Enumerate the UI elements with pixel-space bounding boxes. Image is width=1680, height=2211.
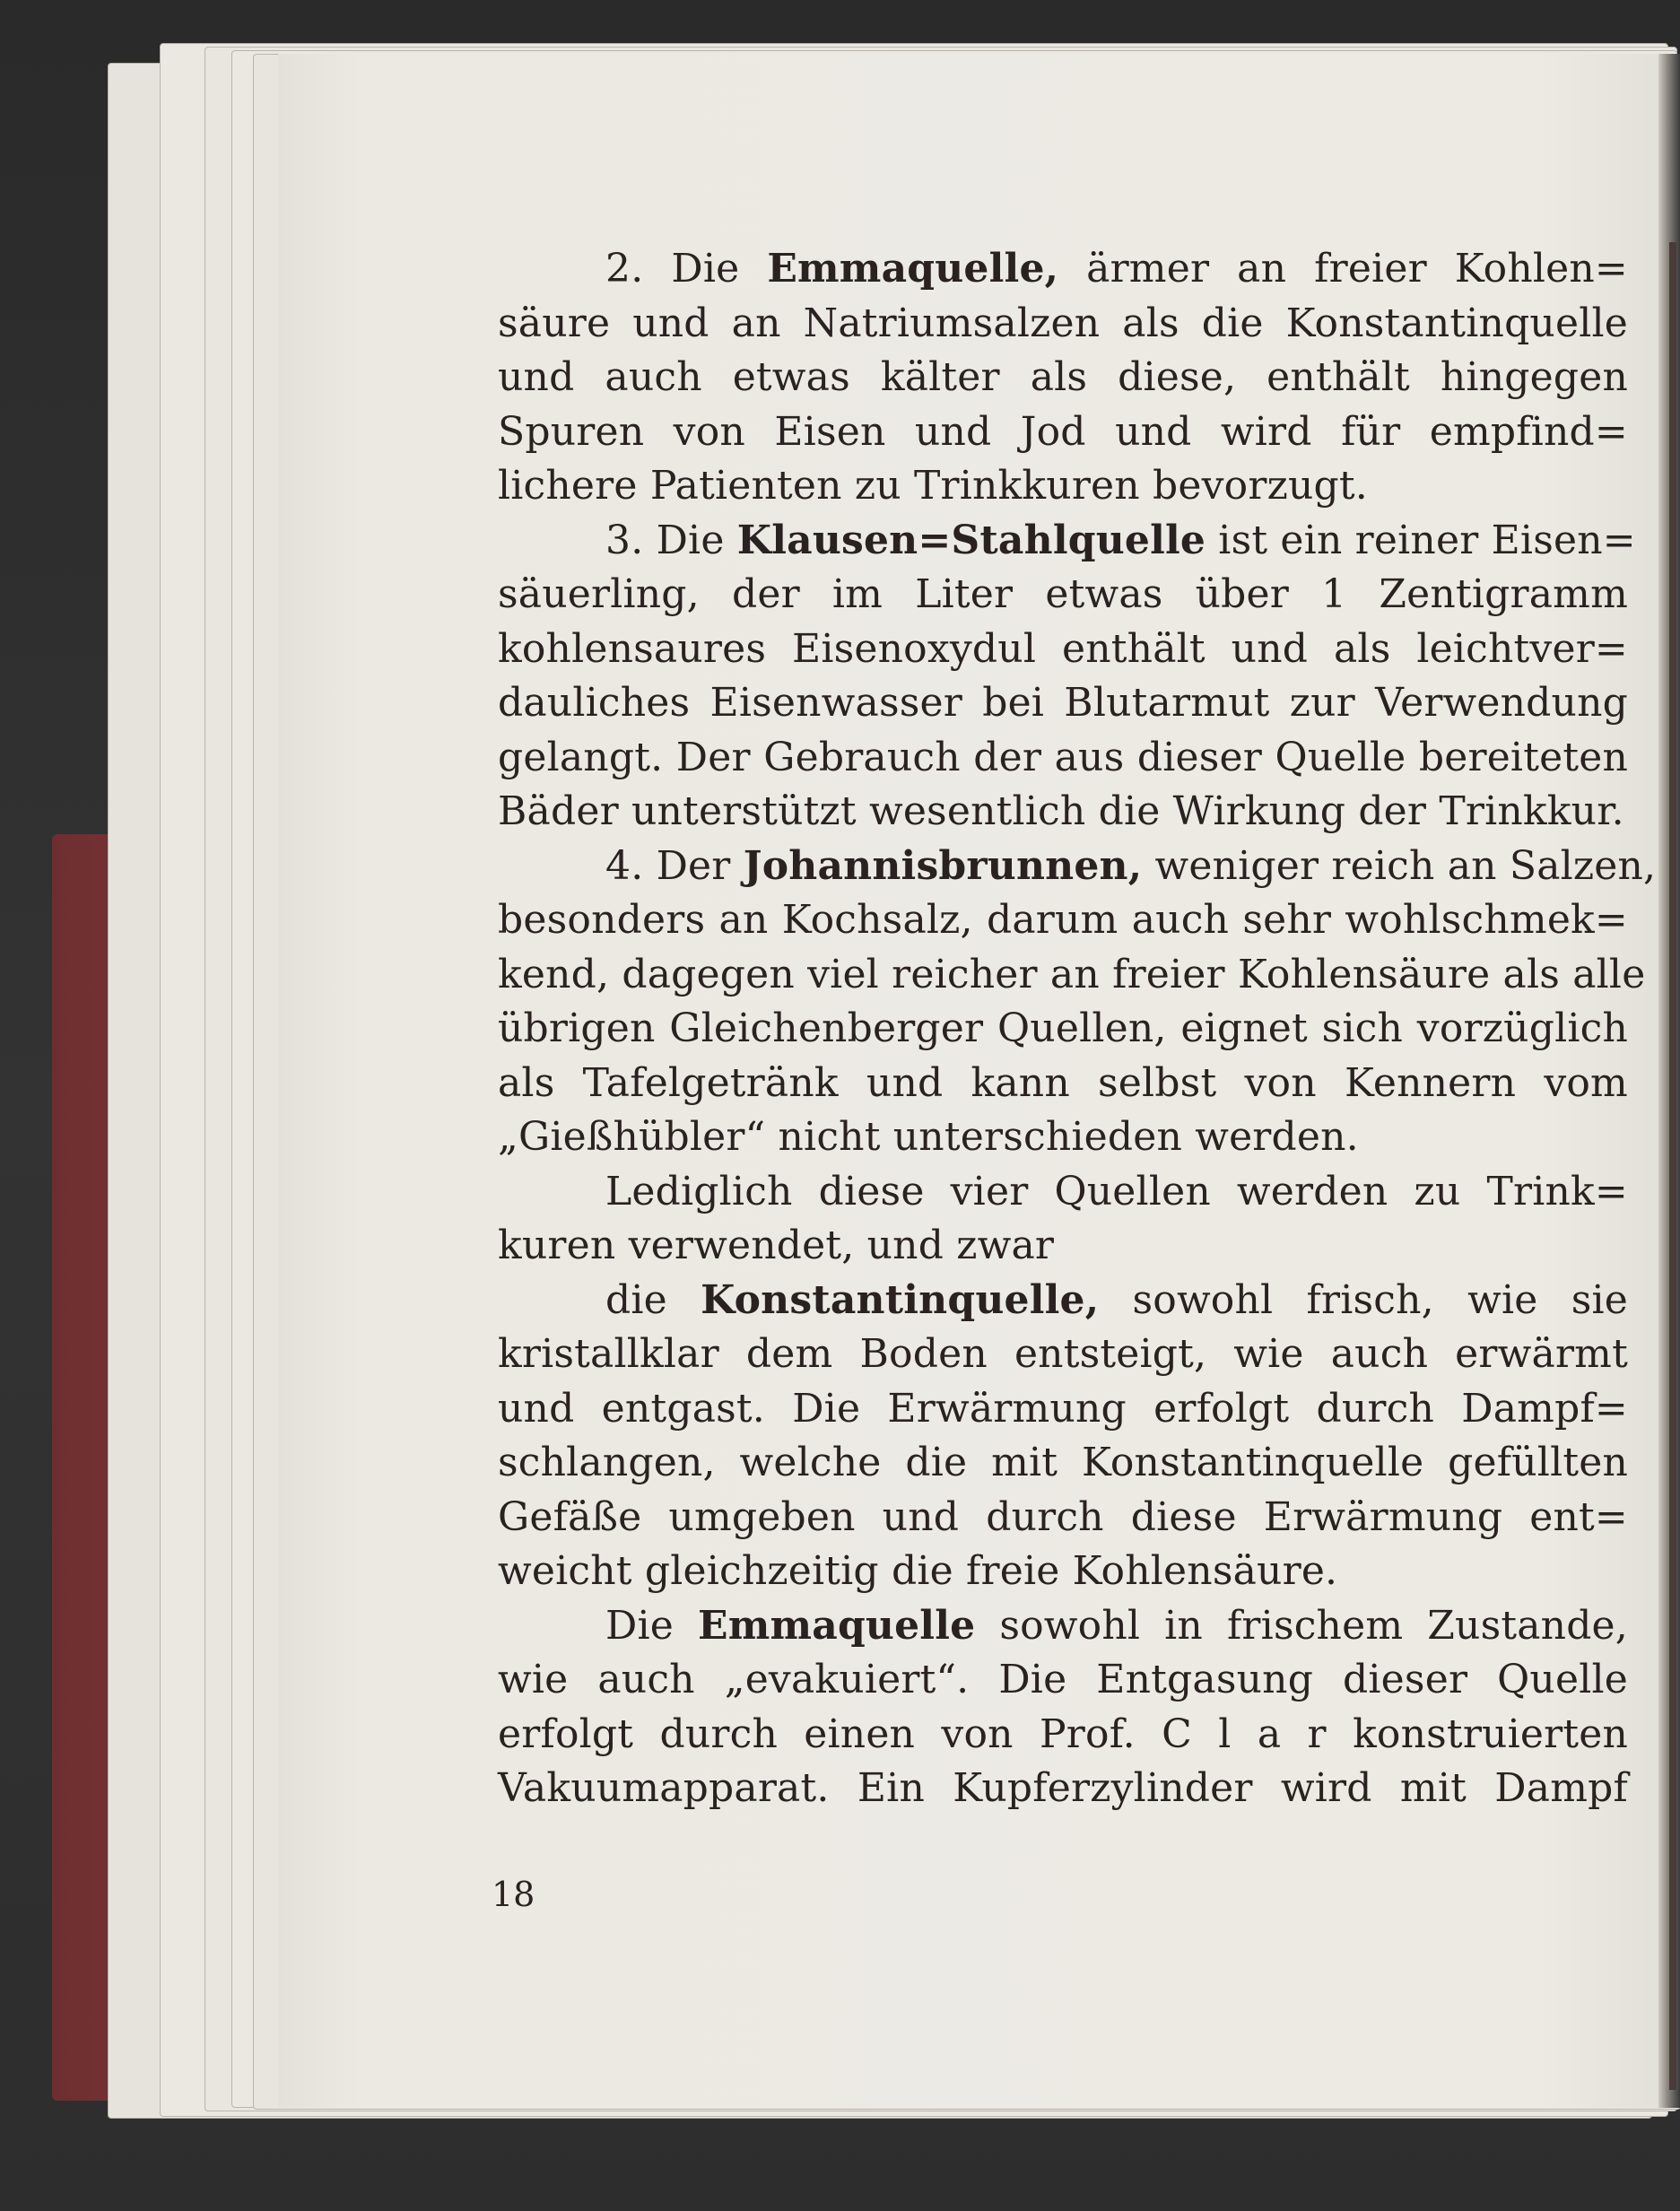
text-segment: wie auch „evakuiert“. Die Entgasung dieser Quelle: [498, 1657, 1628, 1702]
text-segment: gelangt. Der Gebrauch der aus dieser Quelle bereiteten: [498, 734, 1628, 780]
text-segment: Bäder unterstützt wesentlich die Wirkung der Trinkkur.: [498, 788, 1624, 834]
text-line: [498, 1057, 1628, 1111]
text-line: [498, 676, 1628, 731]
text-line: [498, 1491, 1628, 1545]
text-segment: erfolgt durch einen von Prof. C l a r konstruierten: [498, 1710, 1628, 1757]
text-line: [498, 405, 1628, 460]
text-line: [498, 785, 1628, 840]
text-segment: als Tafelgetränk und kann selbst von Kennern vom: [498, 1059, 1628, 1106]
text-segment: 4. Der: [605, 842, 744, 889]
text-segment: Lediglich diese vier Quellen werden zu Trink=: [605, 1168, 1628, 1214]
bold-spring-name: Konstantinquelle,: [701, 1276, 1100, 1323]
text-segment: kristallklar dem Boden entsteigt, wie auch erwärmt: [498, 1331, 1628, 1377]
text-segment: die: [605, 1276, 701, 1323]
page-number: 18: [492, 1875, 535, 1914]
text-line: [498, 459, 1628, 514]
text-segment: weicht gleichzeitig die freie Kohlensäure.: [498, 1548, 1338, 1594]
text-segment: „Gießhübler“ nicht unterschieden werden.: [498, 1114, 1359, 1160]
text-segment: besonders an Kochsalz, darum auch sehr wohlschmek=: [498, 897, 1628, 943]
text-line: [498, 840, 1657, 894]
bold-spring-name: Emmaquelle: [697, 1602, 976, 1649]
text-line: [498, 1599, 1628, 1654]
text-segment: sowohl in frischem Zustande,: [975, 1602, 1628, 1649]
text-line: [498, 731, 1628, 786]
text-segment: 3. Die: [605, 517, 737, 563]
text-line: [498, 1436, 1628, 1491]
text-segment: Gefäße umgeben und durch diese Erwärmung ent=: [498, 1493, 1628, 1540]
text-line: [498, 1327, 1628, 1382]
bold-spring-name: Emmaquelle,: [767, 246, 1059, 292]
text-segment: sowohl frisch, wie sie: [1099, 1276, 1628, 1323]
text-segment: kend, dagegen viel reicher an freier Kohlensäure als alle: [498, 951, 1646, 997]
text-line: [498, 297, 1628, 352]
text-line: [498, 1762, 1628, 1816]
text-segment: Spuren von Eisen und Jod und wird für empfind=: [498, 408, 1628, 455]
text-segment: Vakuumapparat. Ein Kupferzylinder wird mit Dampf: [498, 1765, 1628, 1811]
text-line: [498, 1274, 1628, 1328]
text-segment: und auch etwas kälter als diese, enthält hingegen: [498, 354, 1628, 400]
text-line: [498, 351, 1628, 405]
text-line: [498, 1382, 1628, 1437]
text-segment: übrigen Gleichenberger Quellen, eignet sich vorzüglich: [498, 1005, 1628, 1051]
text-segment: ist ein reiner Eisen=: [1206, 517, 1636, 563]
page-body-text: [498, 242, 1657, 1816]
text-segment: säuerling, der im Liter etwas über 1 Zentigramm: [498, 571, 1628, 617]
text-segment: dauliches Eisenwasser bei Blutarmut zur Verwendung: [498, 680, 1628, 726]
text-segment: kohlensaures Eisenoxydul enthält und als leichtver=: [498, 625, 1628, 672]
text-line: [498, 1165, 1628, 1220]
text-line: [498, 1002, 1628, 1057]
text-line: [498, 1653, 1628, 1708]
text-line: [498, 893, 1628, 948]
text-line: [498, 1219, 1628, 1274]
text-line: [498, 1545, 1628, 1599]
text-line: [498, 1110, 1628, 1165]
facing-page-edge: [1669, 242, 1676, 2090]
bold-spring-name: Klausen=Stahlquelle: [736, 517, 1206, 563]
text-segment: und entgast. Die Erwärmung erfolgt durch Dampf=: [498, 1385, 1628, 1432]
text-line: [498, 1708, 1628, 1763]
text-line: [498, 568, 1628, 622]
text-line: [498, 948, 1646, 1003]
text-segment: 2. Die: [605, 246, 768, 292]
text-segment: weniger reich an Salzen,: [1142, 842, 1657, 889]
text-segment: Die: [605, 1602, 698, 1649]
text-line: [498, 242, 1628, 297]
text-segment: kuren verwendet, und zwar: [498, 1223, 1055, 1268]
text-segment: ärmer an freier Kohlen=: [1058, 246, 1628, 292]
text-line: [498, 622, 1628, 677]
text-segment: schlangen, welche die mit Konstantinquelle gefüllten: [498, 1440, 1628, 1485]
bold-spring-name: Johannisbrunnen,: [743, 842, 1143, 889]
text-segment: lichere Patienten zu Trinkkuren bevorzugt.: [498, 463, 1368, 509]
text-line: [498, 514, 1636, 569]
text-segment: säure und an Natriumsalzen als die Konstantinquelle: [498, 300, 1628, 346]
